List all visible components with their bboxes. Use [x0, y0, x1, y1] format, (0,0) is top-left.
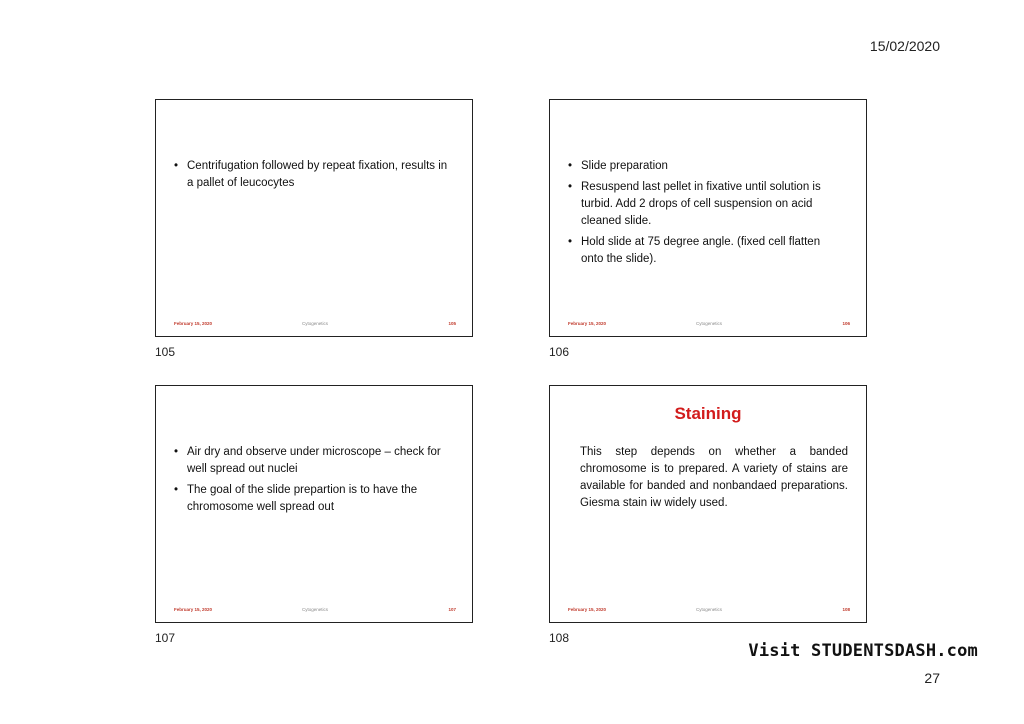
footer-subject: Cytogenetics	[301, 607, 328, 612]
slide-label: 106	[549, 345, 570, 359]
footer-slide-number: 107	[448, 607, 456, 612]
footer-slide-number: 108	[842, 607, 850, 612]
bullet-item: • The goal of the slide prepartion is to have the chromosome well spread out	[174, 482, 450, 516]
bullet-item: • Slide preparation	[568, 158, 844, 175]
footer-subject: Cytogenetics	[695, 607, 722, 612]
bullet-item: • Centrifugation followed by repeat fixation, results in a pallet of leucocytes	[174, 158, 450, 192]
slide-title: Staining	[674, 404, 742, 423]
footer-date: February 15, 2020	[568, 607, 607, 612]
watermark-text: Visit STUDENTSDASH.com	[748, 641, 978, 661]
slide-footer	[174, 321, 456, 329]
bullet-list	[174, 158, 450, 196]
page-date: 15/02/2020	[869, 38, 940, 54]
bullet-list	[174, 444, 450, 520]
slide-body-text: This step depends on whether a banded chromosome is to prepared. A variety of stains are available for banded and nonbandaed preparations. Giesma stain iw widely used.	[580, 446, 848, 509]
slide-footer	[568, 607, 850, 615]
footer-subject: Cytogenetics	[301, 321, 328, 326]
page-number: 27	[924, 670, 940, 686]
slide-thumbnail-105	[155, 99, 473, 337]
slide-label: 105	[155, 345, 176, 359]
bullet-list	[568, 158, 844, 272]
footer-slide-number: 105	[448, 321, 456, 326]
slide-label: 108	[549, 631, 570, 645]
bullet-item: • Air dry and observe under microscope – check for well spread out nuclei	[174, 444, 450, 478]
footer-subject: Cytogenetics	[695, 321, 722, 326]
footer-date: February 15, 2020	[174, 321, 213, 326]
slide-footer	[174, 607, 456, 615]
bullet-item: • Hold slide at 75 degree angle. (fixed cell flatten onto the slide).	[568, 234, 844, 268]
slide-footer	[568, 321, 850, 329]
slide-label: 107	[155, 631, 176, 645]
footer-slide-number: 106	[842, 321, 850, 326]
bullet-item: • Resuspend last pellet in fixative until solution is turbid. Add 2 drops of cell suspension on acid cleaned slide.	[568, 179, 844, 230]
slide-thumbnail-108	[549, 385, 867, 623]
footer-date: February 15, 2020	[174, 607, 213, 612]
slide-thumbnail-107	[155, 385, 473, 623]
footer-date: February 15, 2020	[568, 321, 607, 326]
slide-thumbnail-106	[549, 99, 867, 337]
